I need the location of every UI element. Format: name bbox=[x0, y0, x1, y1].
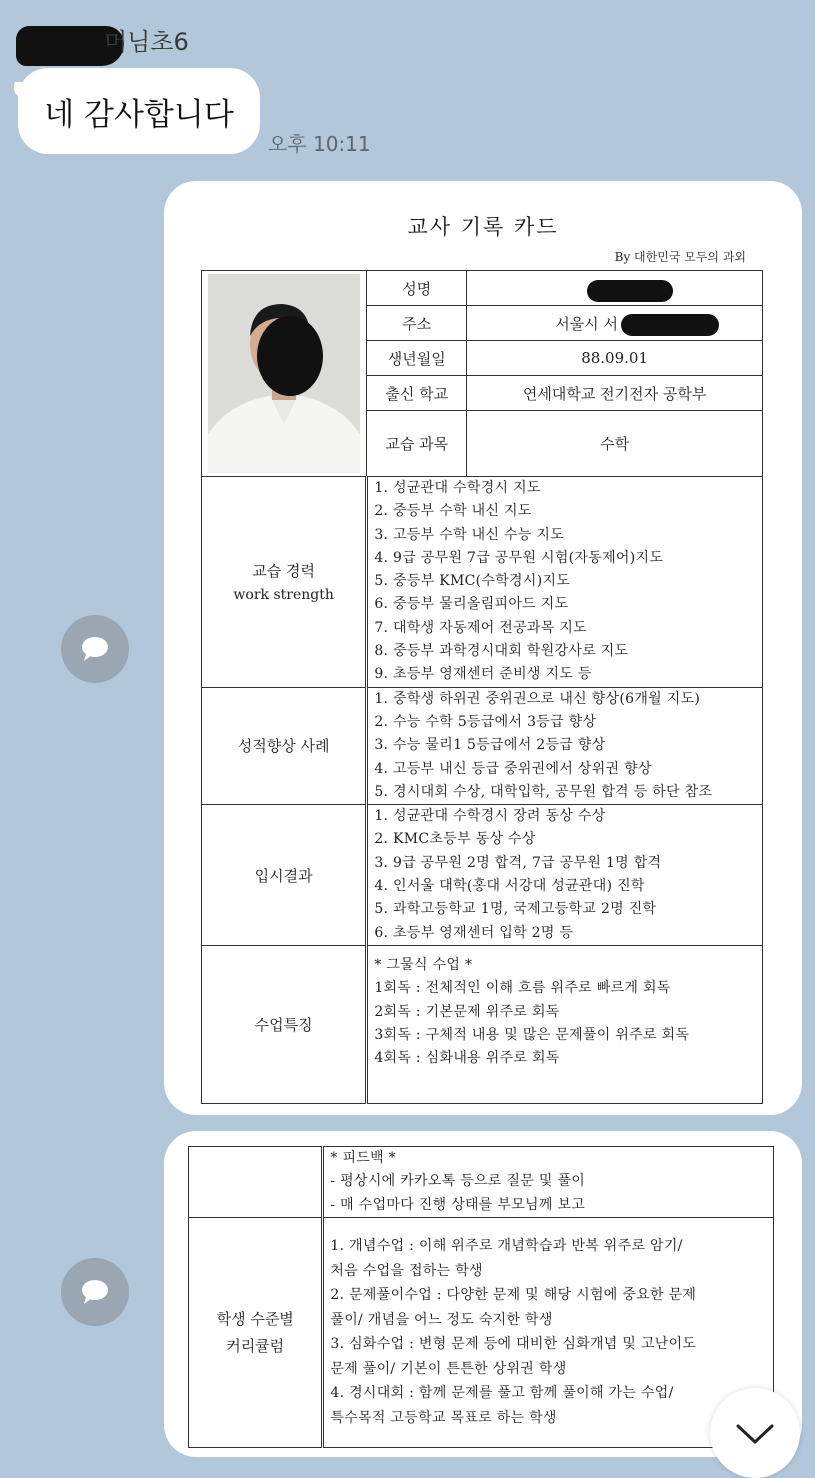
list-item: 5. 중등부 KMC(수학경시)지도 bbox=[374, 573, 571, 590]
list-item: 4. 인서울 대학(홍대 서강대 성균관대) 진학 bbox=[374, 878, 645, 895]
experience-label: 교습 경력 bbox=[252, 562, 316, 581]
birth-label: 생년월일 bbox=[367, 341, 467, 376]
list-item: - 매 수업마다 진행 상태를 부모님께 보고 bbox=[330, 1196, 586, 1213]
share-button-2[interactable] bbox=[61, 1258, 129, 1326]
experience-sublabel: work strength bbox=[233, 587, 334, 604]
list-item: 1. 성균관대 수학경시 장려 동상 수상 bbox=[374, 808, 606, 825]
list-item: 9. 초등부 영재센터 준비생 지도 등 bbox=[374, 666, 592, 683]
record-card-title: 교사 기록 카드 bbox=[407, 215, 559, 239]
improvement-list bbox=[367, 687, 763, 804]
list-item: 4. 9급 공무원 7급 공무원 시험(자동제어)지도 bbox=[374, 549, 664, 566]
subject-label: 교습 과목 bbox=[367, 411, 467, 477]
address-label: 주소 bbox=[367, 306, 467, 341]
list-item: 1. 개념수업 : 이해 위주로 개념학습과 반복 위주로 암기/ bbox=[330, 1238, 683, 1255]
speech-bubble-icon bbox=[80, 636, 110, 662]
share-button[interactable] bbox=[61, 615, 129, 683]
profile-photo bbox=[208, 274, 360, 473]
speech-bubble-icon bbox=[80, 1279, 110, 1305]
image-message[interactable] bbox=[164, 181, 802, 1115]
class-list bbox=[367, 945, 763, 1103]
admission-label: 입시결과 bbox=[202, 805, 367, 946]
list-item: 5. 과학고등학교 1명, 국제고등학교 2명 진학 bbox=[374, 901, 657, 918]
improvement-label: 성적향상 사례 bbox=[202, 687, 367, 804]
list-item: 2. 수능 수학 5등급에서 3등급 향상 bbox=[374, 713, 597, 730]
list-item: 3회독 : 구체적 내용 및 많은 문제풀이 위주로 회독 bbox=[374, 1026, 690, 1043]
record-table bbox=[201, 270, 763, 1104]
list-item: 2회독 : 기본문제 위주로 회독 bbox=[374, 1003, 560, 1020]
list-item: 7. 대학생 자동제어 전공과목 지도 bbox=[374, 619, 587, 636]
address-value: 서울시 서 bbox=[555, 314, 618, 333]
list-item: - 평상시에 카카오톡 등으로 질문 및 풀이 bbox=[330, 1173, 586, 1190]
school-label: 출신 학교 bbox=[367, 376, 467, 411]
school-value: 연세대학교 전기전자 공학부 bbox=[467, 376, 763, 411]
message-bubble[interactable] bbox=[18, 68, 260, 154]
image-message-2[interactable] bbox=[164, 1131, 802, 1457]
list-item: 1회독 : 전체적인 이해 흐름 위주로 빠르게 회독 bbox=[374, 980, 671, 997]
subject-value: 수학 bbox=[467, 411, 763, 477]
list-item: 2. KMC초등부 동상 수상 bbox=[374, 831, 536, 848]
list-item: 1. 성균관대 수학경시 지도 bbox=[374, 480, 541, 496]
list-item: 2. 중등부 수학 내신 지도 bbox=[374, 503, 532, 520]
curriculum-label: 학생 수준별 bbox=[216, 1310, 294, 1329]
experience-list bbox=[367, 477, 763, 688]
message-time: 오후 10:11 bbox=[268, 132, 371, 156]
sender-name: 머님초6 bbox=[104, 28, 189, 56]
list-item: 6. 중등부 물리올림피아드 지도 bbox=[374, 596, 569, 613]
redaction-mark bbox=[621, 314, 719, 336]
curriculum-list bbox=[323, 1217, 774, 1447]
admission-list bbox=[367, 805, 763, 946]
list-item: * 그물식 수업 * bbox=[374, 956, 473, 973]
list-item: 특수목적 고등학교 목표로 하는 학생 bbox=[330, 1409, 557, 1426]
list-item: 1. 중학생 하위권 중위권으로 내신 향상(6개월 지도) bbox=[374, 690, 701, 707]
experience-label-cell bbox=[202, 477, 367, 688]
list-item: * 피드백 * bbox=[330, 1150, 396, 1166]
list-item: 5. 경시대회 수상, 대학입학, 공무원 합격 등 하단 참조 bbox=[374, 783, 713, 800]
message-text: 네 감사합니다 bbox=[44, 96, 234, 133]
list-item: 3. 9급 공무원 2명 합격, 7급 공무원 1명 합격 bbox=[374, 854, 662, 871]
name-value bbox=[467, 271, 763, 306]
feedback-list bbox=[323, 1147, 774, 1218]
name-label: 성명 bbox=[367, 271, 467, 306]
list-item: 3. 심화수업 : 변형 문제 등에 대비한 심화개념 및 고난이도 bbox=[330, 1336, 697, 1353]
list-item: 6. 초등부 영재센터 입학 2명 등 bbox=[374, 924, 574, 941]
list-item: 문제 풀이/ 기본이 튼튼한 상위권 학생 bbox=[330, 1360, 567, 1377]
list-item: 8. 중등부 과학경시대회 학원강사로 지도 bbox=[374, 643, 629, 660]
empty-label-cell bbox=[189, 1147, 323, 1218]
birth-value: 88.09.01 bbox=[467, 341, 763, 376]
list-item: 4회독 : 심화내용 위주로 회독 bbox=[374, 1050, 560, 1067]
record-table-2 bbox=[188, 1146, 774, 1448]
profile-photo-cell bbox=[202, 271, 367, 477]
list-item: 4. 고등부 내신 등급 중위권에서 상위권 향상 bbox=[374, 760, 652, 777]
list-item: 2. 문제풀이수업 : 다양한 문제 및 해당 시험에 중요한 문제 bbox=[330, 1287, 697, 1304]
address-value-cell bbox=[467, 306, 763, 341]
list-item: 3. 수능 물리1 5등급에서 2등급 향상 bbox=[374, 737, 606, 754]
curriculum-label-2: 커리큘럼 bbox=[226, 1337, 285, 1356]
list-item: 3. 고등부 수학 내신 수능 지도 bbox=[374, 526, 565, 543]
list-item: 처음 수업을 접하는 학생 bbox=[330, 1262, 483, 1279]
record-card-byline: By 대한민국 모두의 과외 bbox=[614, 250, 746, 264]
redaction-mark bbox=[587, 280, 673, 302]
curriculum-label-cell bbox=[189, 1217, 323, 1447]
list-item: 4. 경시대회 : 함께 문제를 풀고 함께 풀이해 가는 수업/ bbox=[330, 1385, 674, 1402]
class-label: 수업특징 bbox=[202, 945, 367, 1103]
scroll-down-button[interactable] bbox=[710, 1388, 800, 1478]
chevron-down-icon bbox=[710, 1388, 800, 1468]
list-item: 풀이/ 개념을 어느 정도 숙지한 학생 bbox=[330, 1311, 553, 1328]
